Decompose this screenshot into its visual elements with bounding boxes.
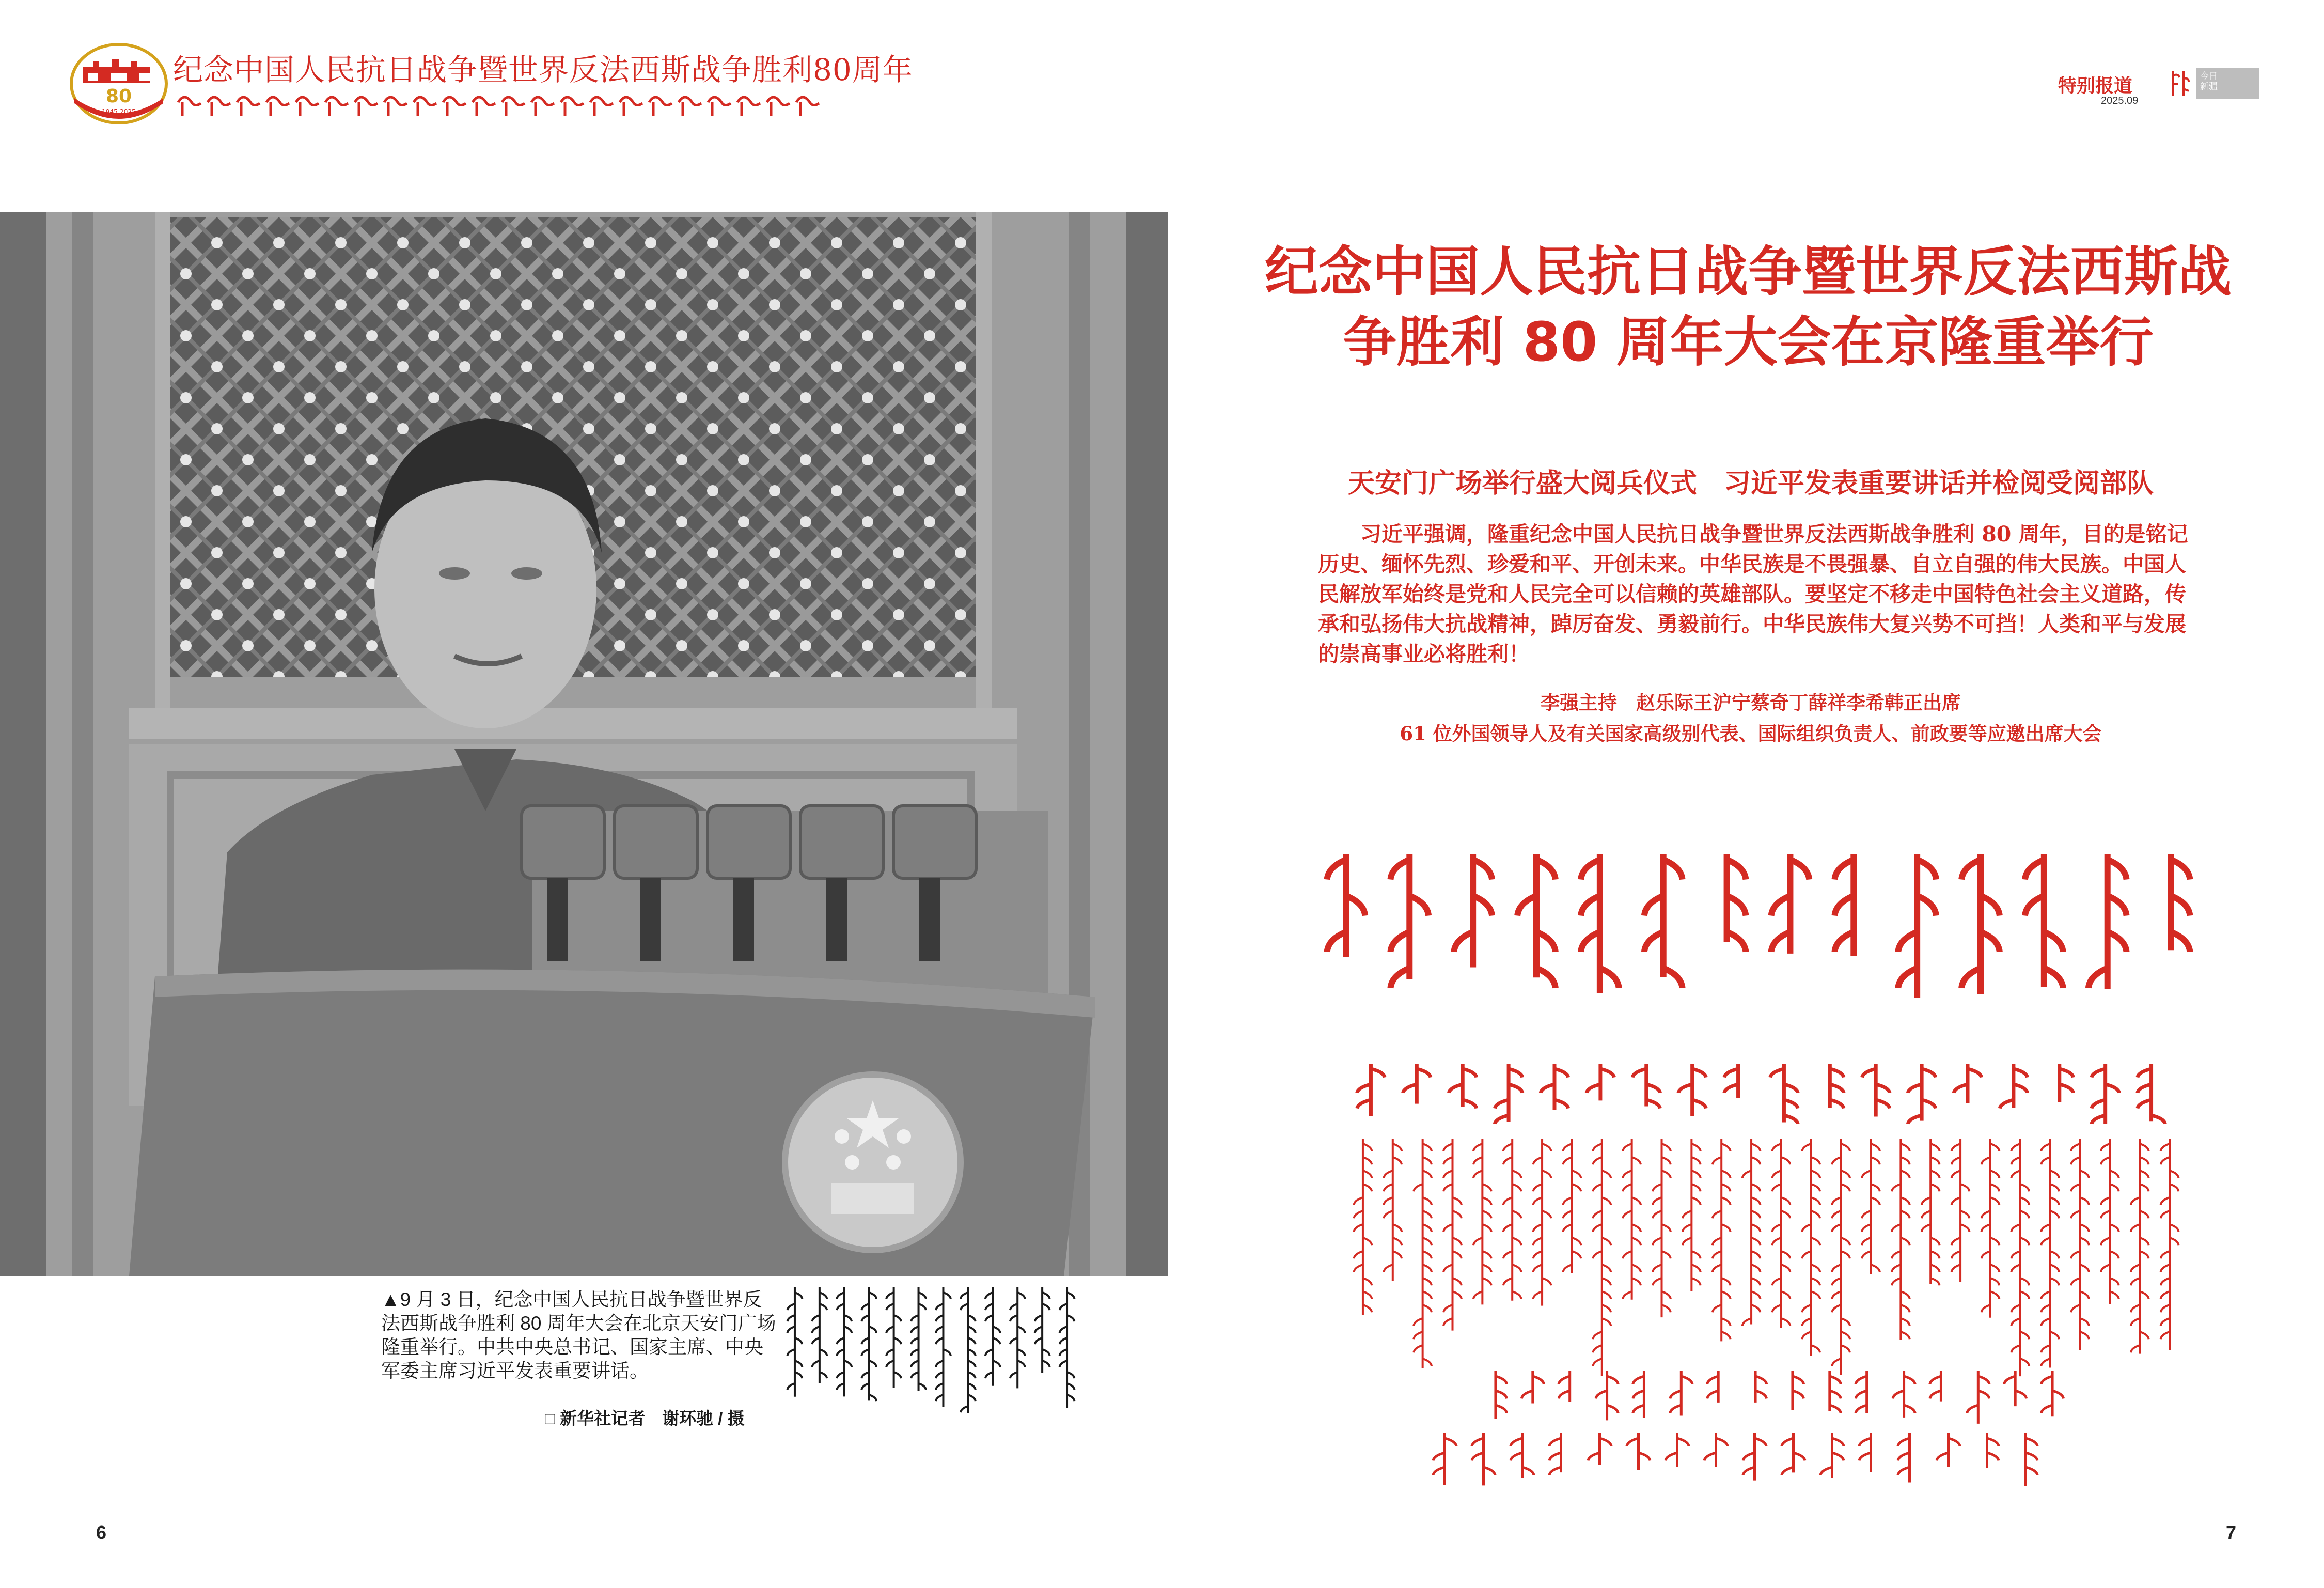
brand-line-1: 今日 xyxy=(2200,71,2218,81)
attendees-line-1: 李强主持 赵乐际王沪宁蔡奇丁薛祥李希韩正出席 xyxy=(1541,691,1961,714)
mongolian-subhead-script xyxy=(1348,1062,2174,1129)
anniversary-emblem-icon xyxy=(67,36,170,127)
mongolian-lead-script xyxy=(1348,1136,2185,1384)
mongolian-attendees-script-2 xyxy=(1425,1431,2045,1493)
lead-paragraph: 习近平强调，隆重纪念中国人民抗日战争暨世界反法西斯战争胜利 80 周年，目的是铭记历史、缅怀先烈、珍爱和平、开创未来。中华民族是不畏强暴、自立自强的伟大民族。中国人民解放军始终是党和人民完全可以信赖的英雄部队。要坚定不移走中国特色社会主义道路，传承和弘扬伟大抗战精神，踔厉奋发、勇毅前行。中华民族伟大复兴势不可挡！人类和平与发展的崇高事业必将胜利！ xyxy=(1318,522,2188,666)
section-mongolian-script xyxy=(2168,68,2193,99)
headline: 纪念中国人民抗日战争暨世界反法西斯战争胜利 80 周年大会在京隆重举行 xyxy=(1264,240,2232,373)
page-number-left: 6 xyxy=(96,1522,107,1543)
svg-text:80: 80 xyxy=(105,86,132,107)
caption-mongolian-script xyxy=(782,1285,1079,1433)
banner-title: 纪念中国人民抗日战争暨世界反法西斯战争胜利80周年 xyxy=(173,52,913,87)
section-label: 特别报道 xyxy=(2058,75,2133,96)
mongolian-attendees-script-1 xyxy=(1477,1369,2071,1431)
brand-line-2: 新疆 xyxy=(2200,82,2218,91)
section-date: 2025.09 xyxy=(2101,95,2139,106)
svg-text:1945-2025: 1945-2025 xyxy=(102,108,136,115)
subheadline: 天安门广场举行盛大阅兵仪式 习近平发表重要讲话并检阅受阅部队 xyxy=(1347,468,2154,499)
photo-caption: ▲9 月 3 日，纪念中国人民抗日战争暨世界反法西斯战争胜利 80 周年大会在北京天安门广场隆重举行。中共中央总书记、国家主席、中央军委主席习近平发表重要讲话。 xyxy=(381,1289,776,1381)
photo-credit: □ 新华社记者 谢环驰 / 摄 xyxy=(545,1409,745,1428)
page-number-right: 7 xyxy=(2226,1522,2237,1543)
magazine-brand-box xyxy=(2196,68,2259,99)
mongolian-headline-script xyxy=(1314,852,2203,1007)
attendees-line-2: 61 位外国领导人及有关国家高级别代表、国际组织负责人、前政要等应邀出席大会 xyxy=(1400,722,2102,745)
banner-mongolian-script xyxy=(173,87,829,124)
speech-photo xyxy=(0,212,1168,1276)
